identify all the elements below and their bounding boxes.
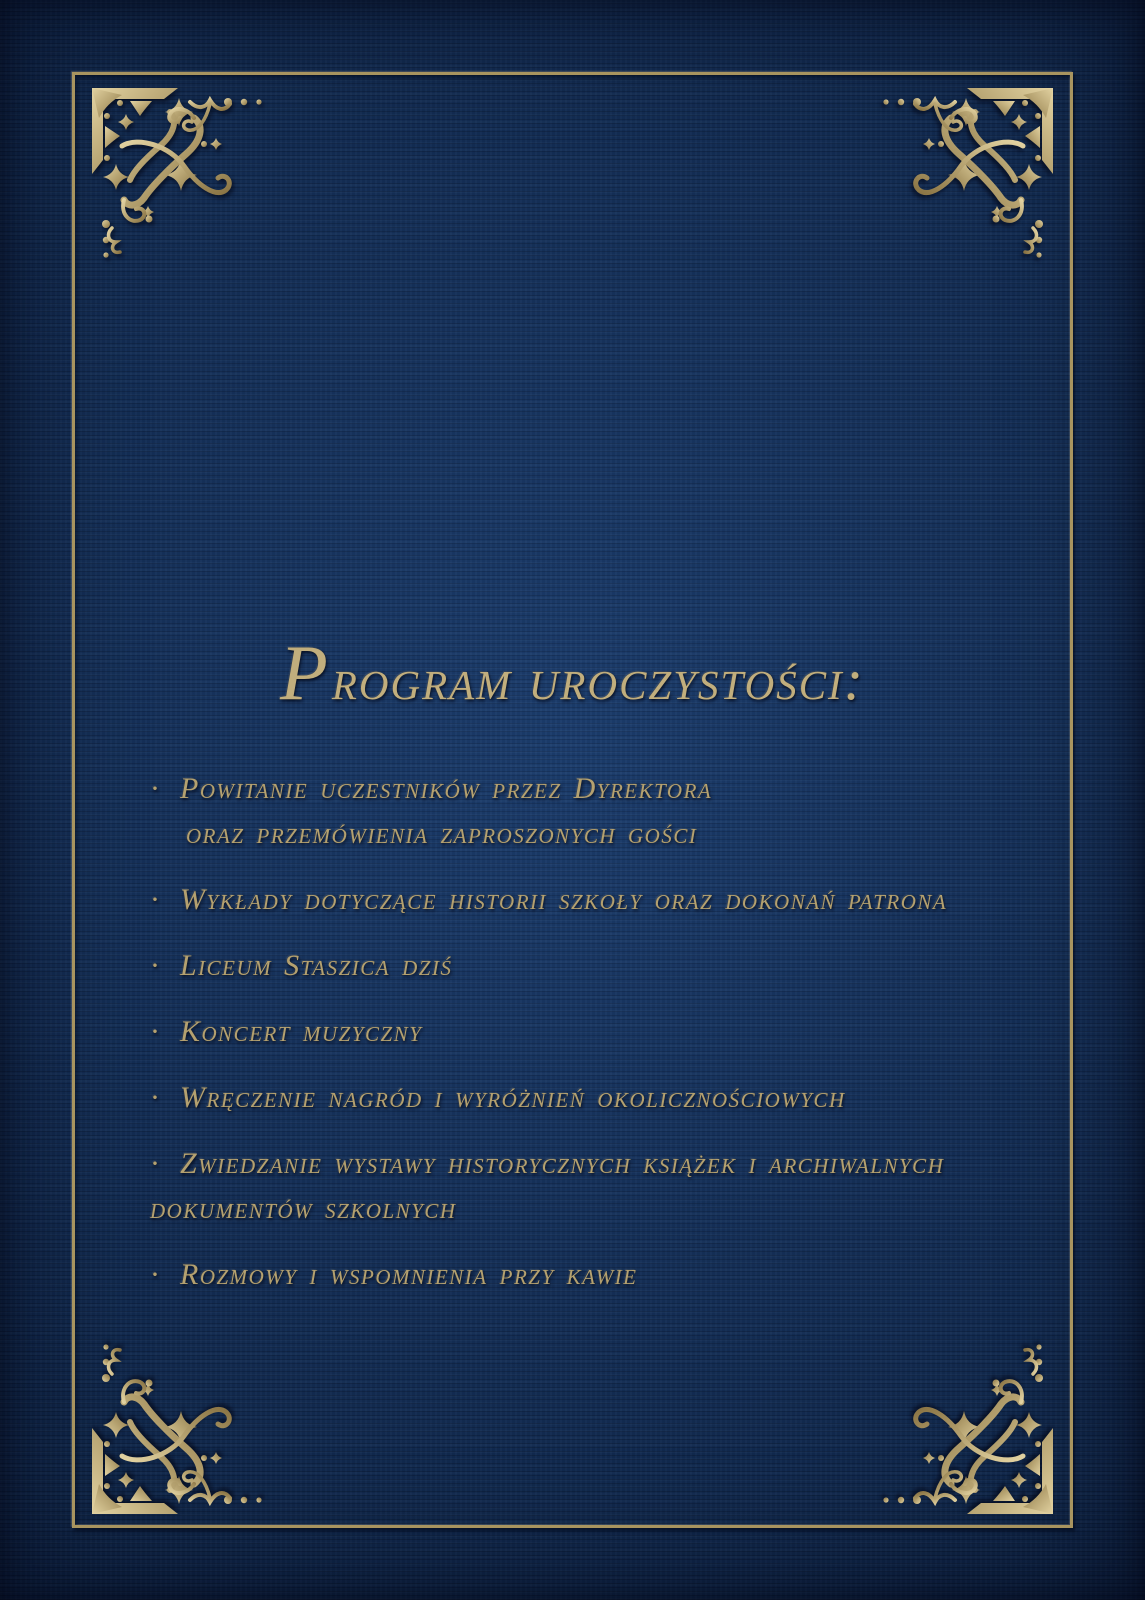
program-item (150, 1075, 995, 1120)
corner-flourish-icon (859, 1320, 1059, 1520)
program-item-line (150, 1009, 995, 1054)
bullet-icon: · (150, 883, 162, 917)
corner-flourish-icon (859, 82, 1059, 282)
program-item-line (150, 1075, 995, 1120)
corner-flourish-icon (86, 82, 286, 282)
program-item-line (150, 1252, 995, 1297)
program-item (150, 943, 995, 988)
program-item-line (150, 943, 995, 988)
program-item (150, 1252, 995, 1297)
bullet-icon: · (150, 1015, 162, 1049)
bullet-icon: · (150, 1147, 162, 1181)
program-item-text: Liceum Staszica dziś (180, 949, 453, 983)
program-item-text: Koncert muzyczny (180, 1015, 423, 1049)
bullet-icon: · (150, 772, 162, 806)
program-item-text: Wręczenie nagród i wyróżnień okolicznościowych (180, 1081, 846, 1115)
program-item-line (150, 766, 995, 811)
program-item-line (150, 1141, 995, 1186)
corner-flourish-icon (86, 1320, 286, 1520)
bullet-icon: · (150, 1258, 162, 1292)
program-item (150, 1009, 995, 1054)
program-content (150, 628, 995, 1318)
program-item-line (150, 877, 995, 922)
bullet-icon: · (150, 949, 162, 983)
bullet-icon: · (150, 1081, 162, 1115)
program-item (150, 877, 995, 922)
program-item (150, 1141, 995, 1231)
program-item-text: Wykłady dotyczące historii szkoły oraz dokonań patrona (180, 883, 948, 917)
program-list (150, 766, 995, 1297)
program-item-text: Powitanie uczestników przez Dyrektora (180, 772, 713, 806)
program-item-text: Zwiedzanie wystawy historycznych książek i archiwalnych (180, 1147, 945, 1181)
program-item-continuation: dokumentów szkolnych (150, 1192, 457, 1226)
program-item-text: Rozmowy i wspomnienia przy kawie (180, 1258, 638, 1292)
program-title: Program uroczystości: (279, 629, 866, 716)
program-item (150, 766, 995, 856)
program-item-continuation: oraz przemówienia zaproszonych gości (186, 817, 698, 851)
